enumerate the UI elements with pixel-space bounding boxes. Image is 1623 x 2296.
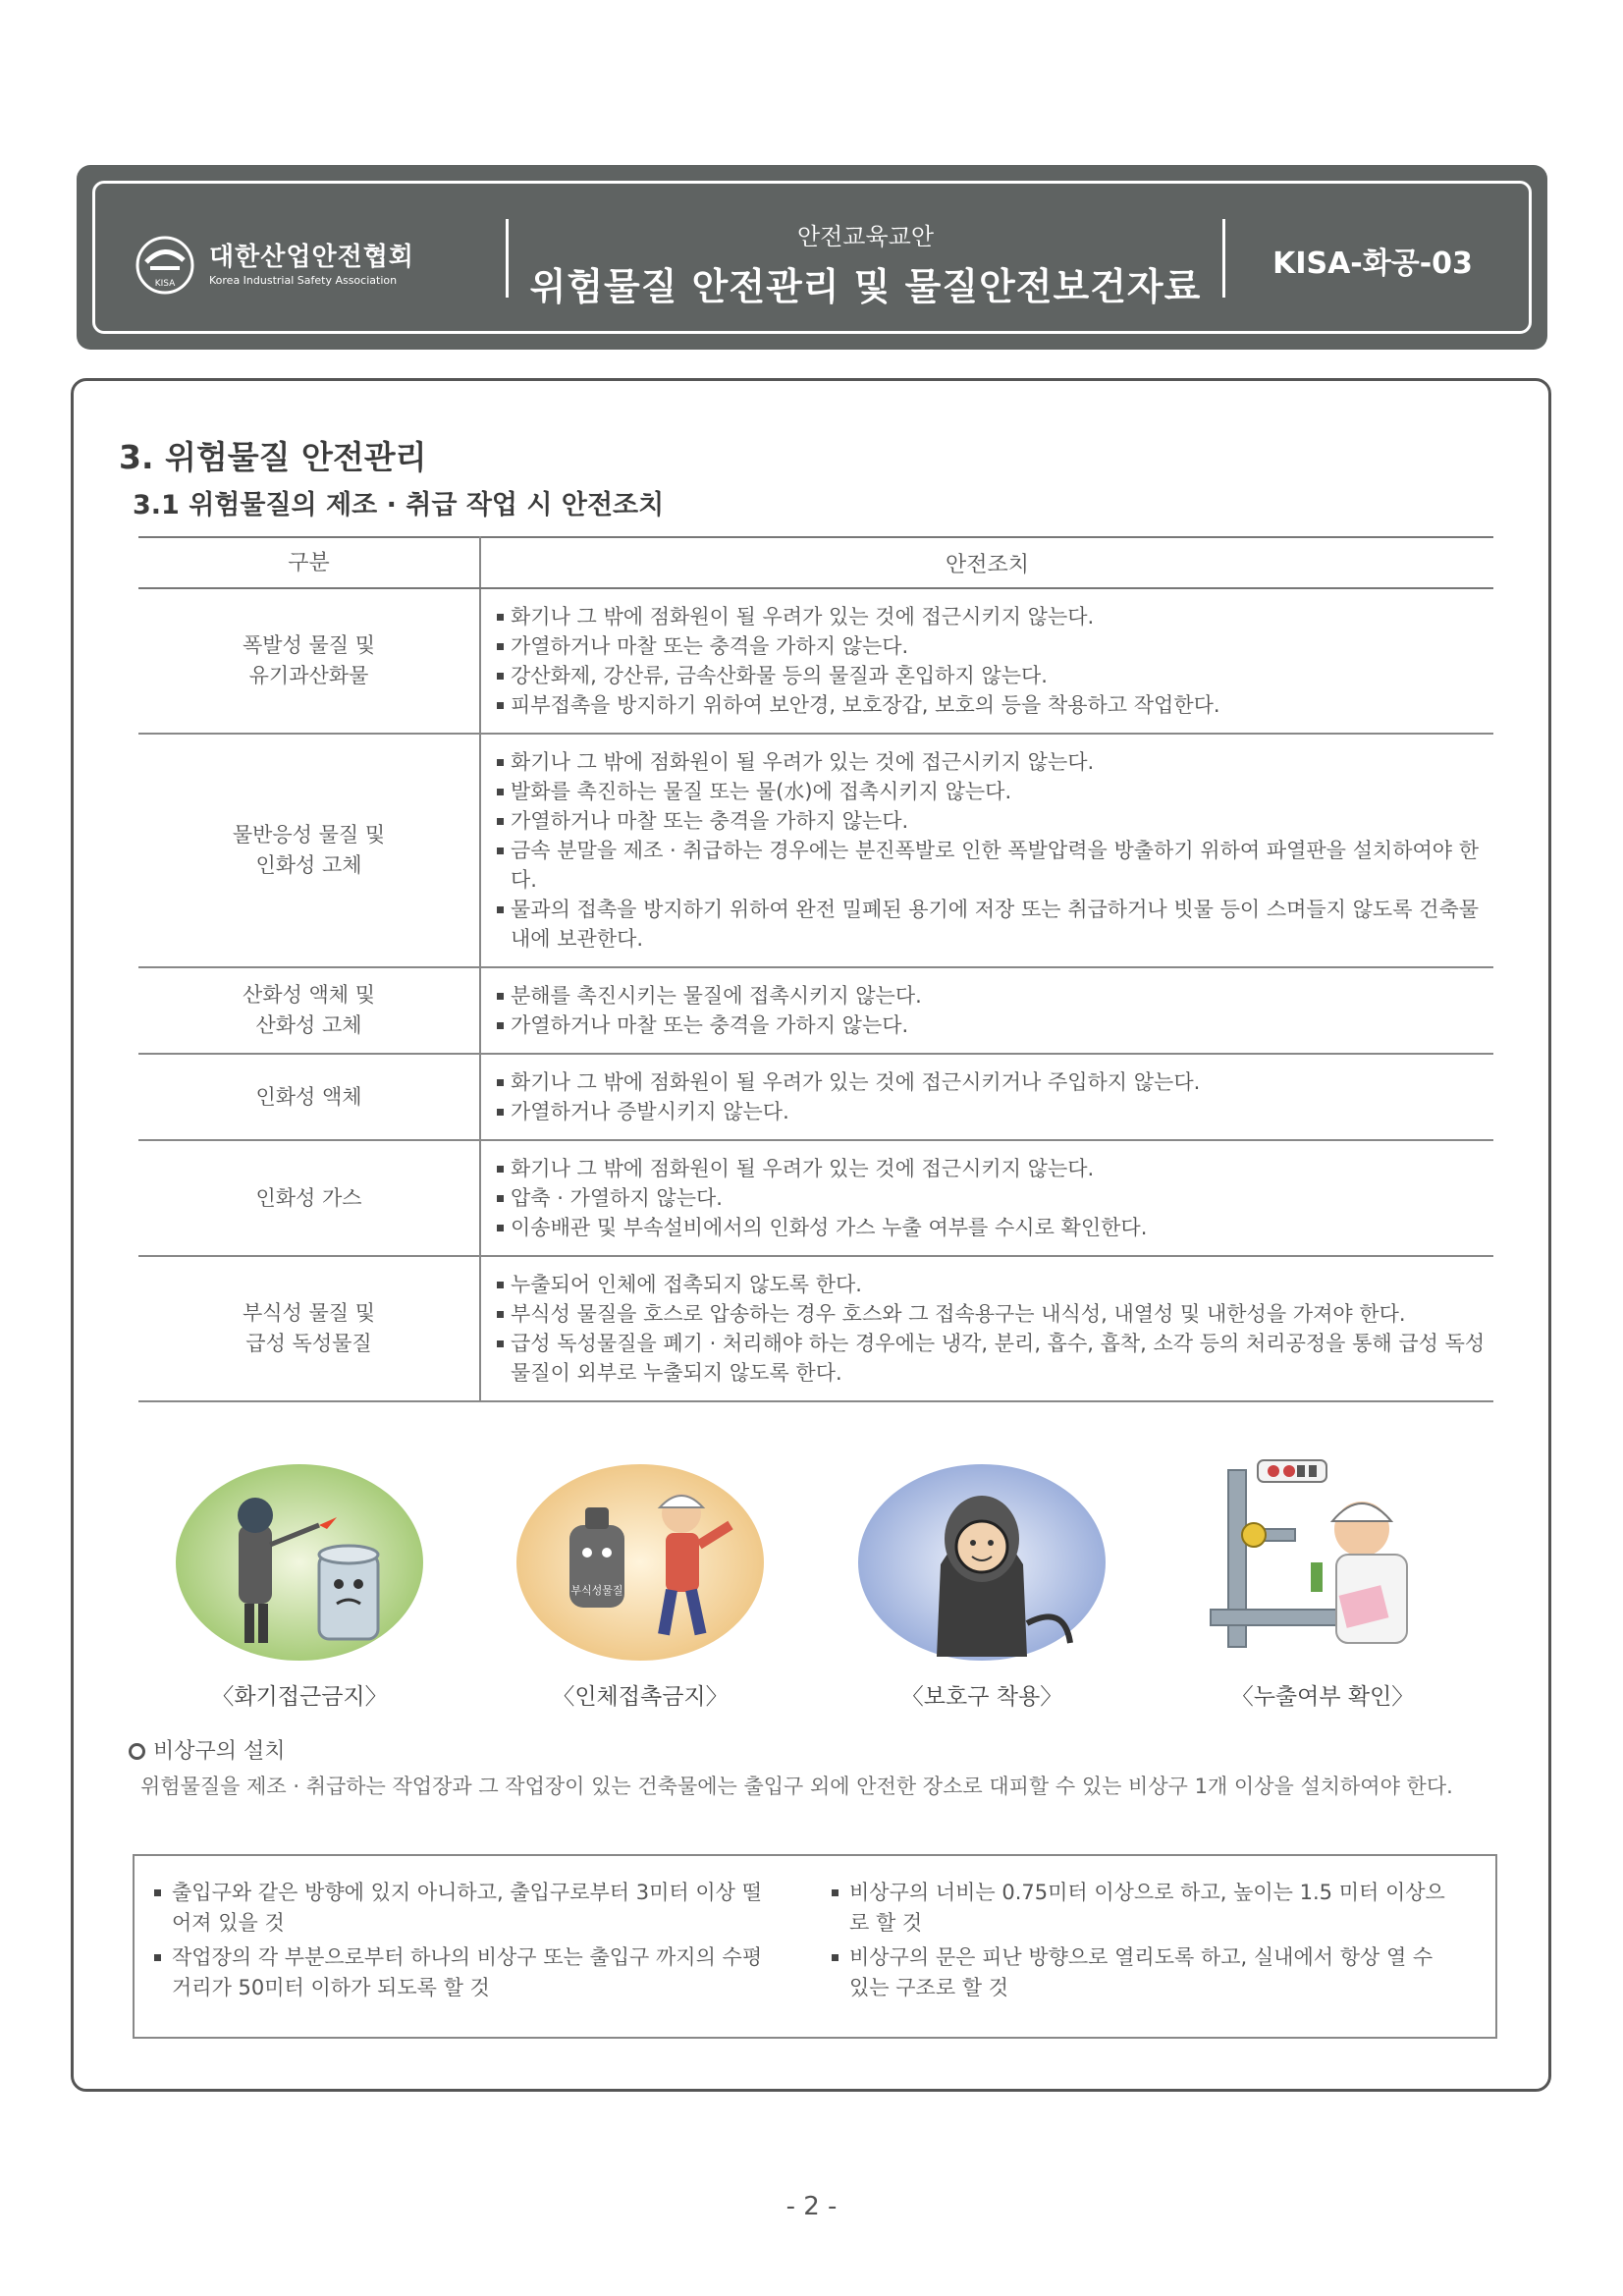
requirement-item: 비상구의 너비는 0.75미터 이상으로 하고, 높이는 1.5 미터 이상으로 할 것	[830, 1878, 1458, 1939]
table-row	[138, 1140, 1493, 1256]
illustration-caption: 〈누출여부 확인〉	[1230, 1684, 1415, 1710]
requirement-item: 작업장의 각 부분으로부터 하나의 비상구 또는 출입구 까지의 수평거리가 50미터 이하가 되도록 할 것	[152, 1942, 781, 2003]
section-title: 3. 위험물질 안전관리	[119, 438, 427, 476]
corrosive-contact-icon	[513, 1456, 768, 1663]
safety-measures-table	[138, 536, 1493, 1402]
measure-item: 금속 분말을 제조 · 취급하는 경우에는 분진폭발로 인한 폭발압력을 방출하기 위하여 파열판을 설치하여야 한다.	[495, 836, 1493, 895]
measure-item: 급성 독성물질을 폐기 · 처리해야 하는 경우에는 냉각, 분리, 흡수, 흡착, 소각 등의 처리공정을 통해 급성 독성물질이 외부로 누출되지 않도록 한다.	[495, 1329, 1493, 1388]
illustration-caption: 〈화기접근금지〉	[211, 1684, 388, 1710]
measures-cell	[480, 1140, 1493, 1256]
section-subtitle: 3.1 위험물질의 제조 · 취급 작업 시 안전조치	[133, 490, 665, 520]
welding-fire-icon	[172, 1456, 427, 1663]
leak-check-icon	[1195, 1456, 1450, 1663]
kisa-logo	[135, 231, 449, 300]
measures-cell	[480, 588, 1493, 734]
requirement-item: 출입구와 같은 방향에 있지 아니하고, 출입구로부터 3미터 이상 떨어져 있을 것	[152, 1878, 781, 1939]
document-code: KISA-화공-03	[1272, 246, 1473, 281]
category-cell: 인화성 가스	[138, 1140, 480, 1256]
requirements-right-column	[830, 1878, 1458, 2007]
table-row	[138, 967, 1493, 1054]
table-row	[138, 734, 1493, 967]
measure-item: 부식성 물질을 호스로 압송하는 경우 호스와 그 접속용구는 내식성, 내열성 및 내한성을 가져야 한다.	[495, 1299, 1493, 1329]
protective-hood-icon	[854, 1456, 1109, 1663]
measure-item: 강산화제, 강산류, 금속산화물 등의 물질과 혼입하지 않는다.	[495, 661, 1493, 690]
kisa-logo-icon	[135, 235, 195, 296]
category-cell: 부식성 물질 및 급성 독성물질	[138, 1256, 480, 1401]
measure-item: 화기나 그 밖에 점화원이 될 우려가 있는 것에 접근시키지 않는다.	[495, 1154, 1493, 1183]
measure-item: 발화를 촉진하는 물질 또는 물(水)에 접촉시키지 않는다.	[495, 777, 1493, 806]
circle-bullet-icon	[129, 1743, 145, 1760]
logo-english-name: Korea Industrial Safety Association	[209, 274, 398, 287]
table-row	[138, 1054, 1493, 1140]
measure-item: 가열하거나 증발시키지 않는다.	[495, 1097, 1493, 1126]
measures-cell	[480, 1054, 1493, 1140]
logo-korean-name: 대한산업안전협회	[209, 243, 414, 272]
measure-item: 가열하거나 마찰 또는 충격을 가하지 않는다.	[495, 631, 1493, 661]
requirements-left-column	[152, 1878, 781, 2007]
table-header-row	[138, 537, 1493, 588]
measures-cell	[480, 967, 1493, 1054]
measure-item: 화기나 그 밖에 점화원이 될 우려가 있는 것에 접근시키거나 주입하지 않는다.	[495, 1067, 1493, 1097]
measure-item: 누출되어 인체에 접촉되지 않도록 한다.	[495, 1270, 1493, 1299]
emergency-exit-heading: 비상구의 설치	[129, 1734, 286, 1765]
illustration-leak-check	[1175, 1456, 1470, 1710]
content-box	[71, 378, 1551, 2092]
measure-item: 분해를 촉진시키는 물질에 접촉시키지 않는다.	[495, 981, 1493, 1011]
measure-item: 화기나 그 밖에 점화원이 될 우려가 있는 것에 접근시키지 않는다.	[495, 747, 1493, 777]
column-header-measures: 안전조치	[480, 537, 1493, 588]
measure-item: 이송배관 및 부속설비에서의 인화성 가스 누출 여부를 수시로 확인한다.	[495, 1213, 1493, 1242]
measure-item: 화기나 그 밖에 점화원이 될 우려가 있는 것에 접근시키지 않는다.	[495, 602, 1493, 631]
header-title: 위험물질 안전관리 및 물질안전보건자료	[529, 265, 1202, 308]
measure-item: 피부접촉을 방지하기 위하여 보안경, 보호장갑, 보호의 등을 착용하고 작업한다.	[495, 690, 1493, 720]
measure-item: 가열하거나 마찰 또는 충격을 가하지 않는다.	[495, 1011, 1493, 1040]
illustration-fire	[152, 1456, 447, 1710]
category-cell: 물반응성 물질 및 인화성 고체	[138, 734, 480, 967]
emergency-exit-requirements	[133, 1854, 1497, 2039]
illustration-contact	[493, 1456, 787, 1710]
table-row	[138, 1256, 1493, 1401]
measures-cell	[480, 734, 1493, 967]
illustration-caption: 〈보호구 착용〉	[900, 1684, 1063, 1710]
column-header-category: 구분	[138, 537, 480, 588]
category-cell: 산화성 액체 및 산화성 고체	[138, 967, 480, 1054]
header-subtitle: 안전교육교안	[796, 223, 935, 250]
emergency-exit-description: 위험물질을 제조 · 취급하는 작업장과 그 작업장이 있는 건축물에는 출입구 외에 안전한 장소로 대피할 수 있는 비상구 1개 이상을 설치하여야 한다.	[140, 1775, 1453, 1798]
measure-item: 가열하거나 마찰 또는 충격을 가하지 않는다.	[495, 806, 1493, 836]
measure-item: 물과의 접촉을 방지하기 위하여 완전 밀폐된 용기에 저장 또는 취급하거나 빗물 등이 스며들지 않도록 건축물 내에 보관한다.	[495, 895, 1493, 954]
page-number: - 2 -	[785, 2192, 838, 2221]
header-banner	[77, 165, 1547, 350]
table-row	[138, 588, 1493, 734]
category-cell: 폭발성 물질 및 유기과산화물	[138, 588, 480, 734]
svg-text:부식성물질: 부식성물질	[570, 1584, 623, 1597]
illustration-caption: 〈인체접촉금지〉	[552, 1684, 729, 1710]
svg-text:KISA: KISA	[154, 279, 176, 289]
category-cell: 인화성 액체	[138, 1054, 480, 1140]
measures-cell	[480, 1256, 1493, 1401]
requirement-item: 비상구의 문은 피난 방향으로 열리도록 하고, 실내에서 항상 열 수 있는 구조로 할 것	[830, 1942, 1458, 2003]
illustration-protective	[835, 1456, 1129, 1710]
header-banner-frame	[92, 181, 1532, 334]
measure-item: 압축 · 가열하지 않는다.	[495, 1183, 1493, 1213]
